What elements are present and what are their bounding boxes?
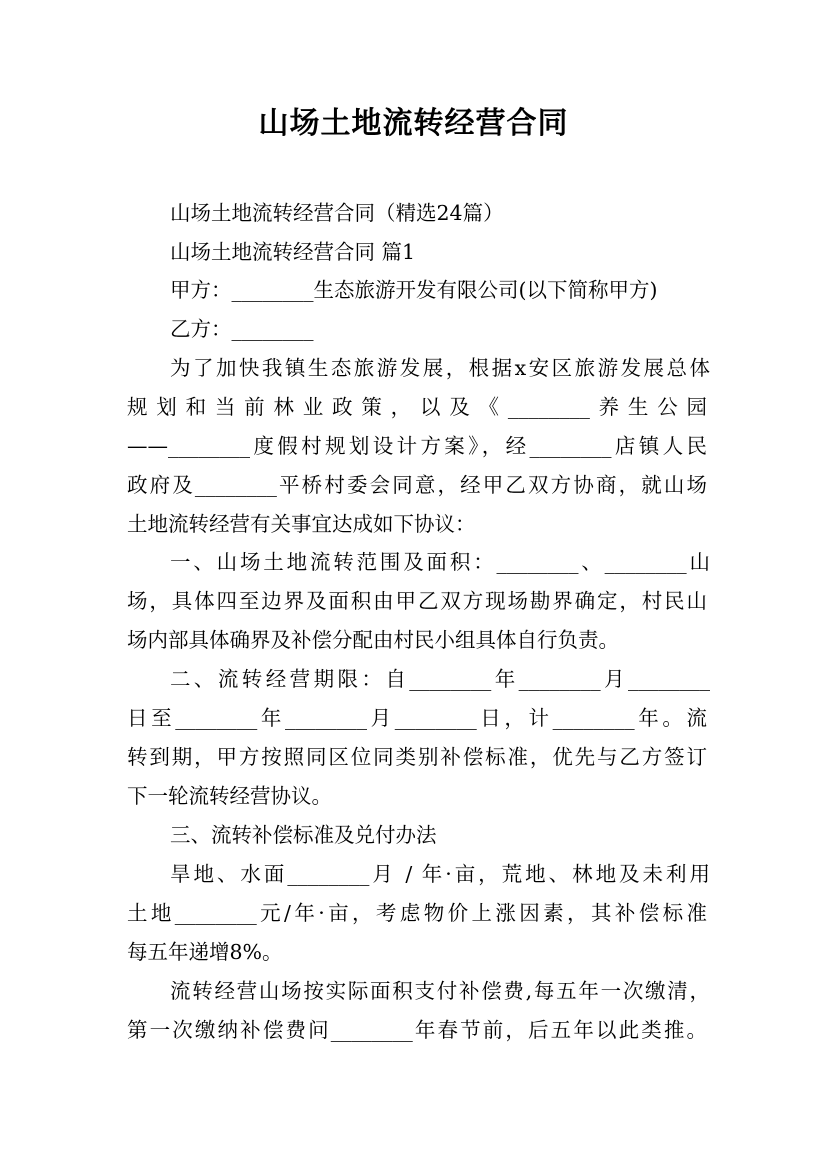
document-title: 山场土地流转经营合同 xyxy=(258,106,569,141)
clause-line: 一、山场土地流转范围及面积：________、________山 xyxy=(170,550,710,574)
paragraph-line: 政府及________平桥村委会同意，经甲乙双方协商，就山场 xyxy=(127,473,707,497)
paragraph-line: ——________度假村规划设计方案》，经________店镇人民 xyxy=(127,434,707,458)
clause-line: 场，具体四至边界及面积由甲乙双方现场勘界确定，村民山 xyxy=(127,589,707,613)
party-b-line: 乙方：________ xyxy=(170,317,314,341)
clause-line: 下一轮流转经营协议。 xyxy=(127,784,332,808)
clause-line: 转到期，甲方按照同区位同类别补偿标准，优先与乙方签订 xyxy=(127,745,707,769)
paragraph-line: 规划和当前林业政策，以及《________养生公园 xyxy=(127,395,707,419)
clause-line: 场内部具体确界及补偿分配由村民小组具体自行负责。 xyxy=(127,628,619,652)
clause-line: 二、流转经营期限：自________年________月________ xyxy=(170,667,710,691)
clause-line: 土地________元/年·亩，考虑物价上涨因素，其补偿标准 xyxy=(127,901,707,925)
party-a-line: 甲方：________生态旅游开发有限公司(以下简称甲方) xyxy=(170,278,658,302)
section-heading: 山场土地流转经营合同 篇1 xyxy=(170,240,416,264)
clause-heading: 三、流转补偿标准及兑付办法 xyxy=(170,823,437,847)
clause-line: 每五年递增8%。 xyxy=(127,940,283,964)
paragraph-line: 土地流转经营有关事宜达成如下协议： xyxy=(127,512,476,536)
paragraph-line: 为了加快我镇生态旅游发展，根据x安区旅游发展总体 xyxy=(170,356,710,380)
clause-line: 流转经营山场按实际面积支付补偿费,每五年一次缴清， xyxy=(170,979,710,1003)
clause-line: 第一次缴纳补偿费问________年春节前，后五年以此类推。 xyxy=(127,1018,707,1042)
subtitle-line: 山场土地流转经营合同（精选24篇） xyxy=(170,201,504,225)
clause-line: 日至________年________月________日，计________年。流 xyxy=(127,706,707,730)
clause-line: 旱地、水面________月 / 年·亩，荒地、林地及未利用 xyxy=(170,862,710,886)
